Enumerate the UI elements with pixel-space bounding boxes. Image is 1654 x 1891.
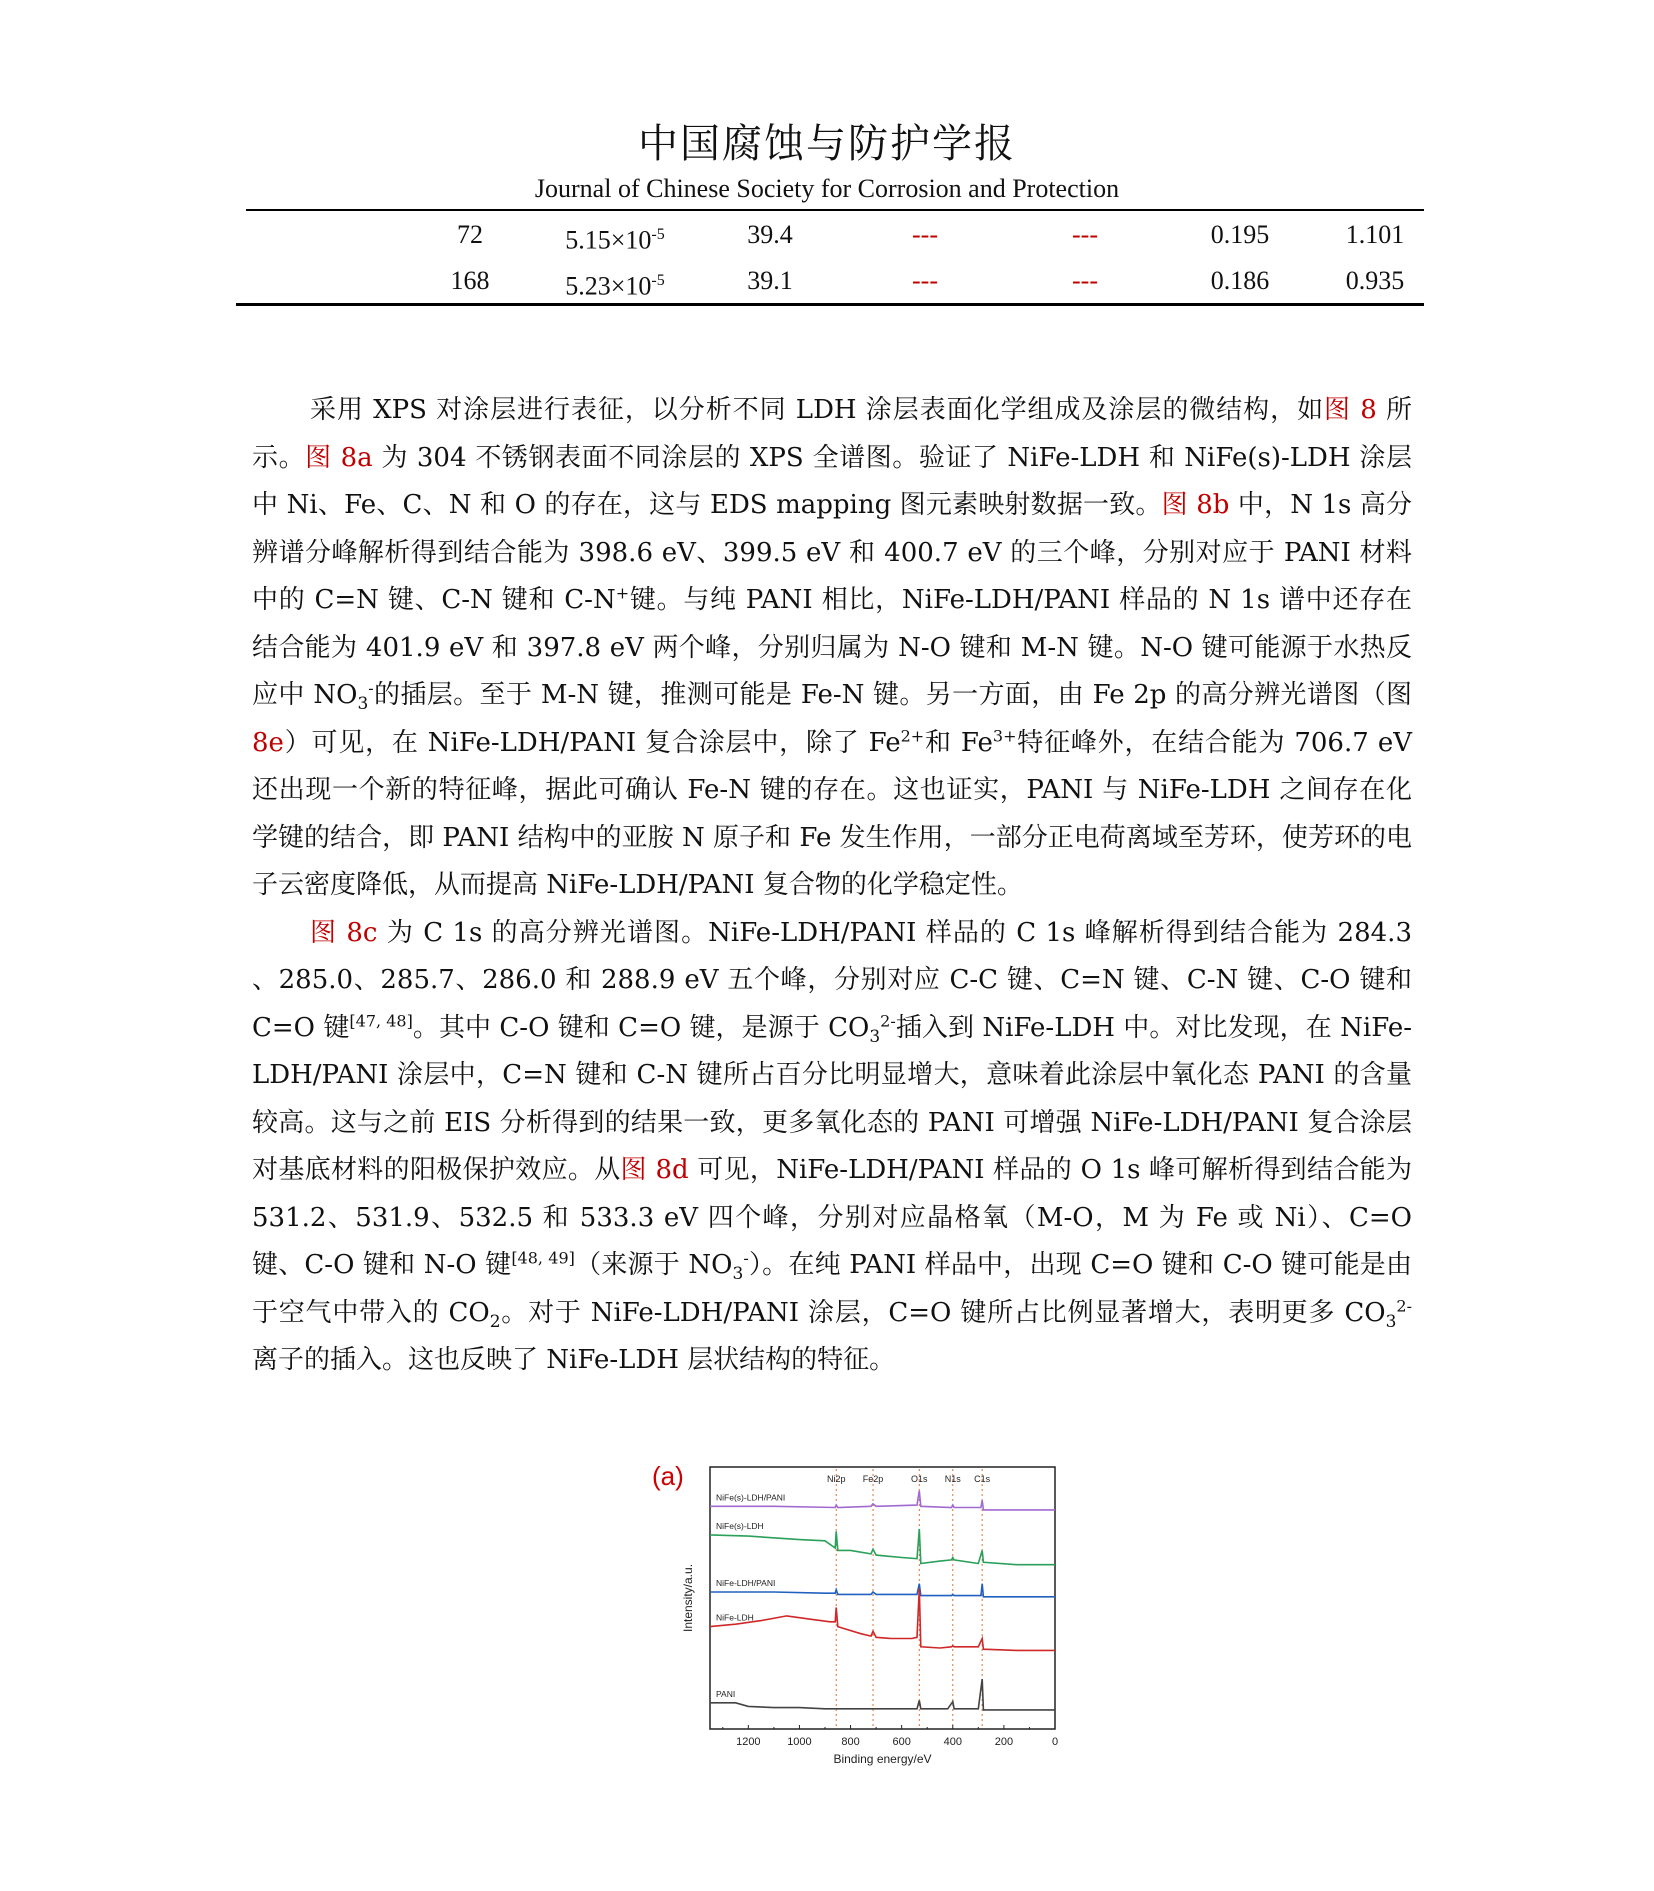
table-row [0,215,1654,255]
x-tick-label: 600 [892,1736,911,1748]
table-cell-c7: 1.101 [1345,220,1405,249]
series-line [710,1529,1055,1565]
x-tick-label: 200 [994,1736,1014,1748]
figure-link[interactable]: 图 8b [1161,490,1230,520]
xps-figure [650,1445,1070,1775]
figure-link[interactable]: 图 8a [305,442,373,473]
journal-header [0,118,1654,206]
table-cell-c5: --- [1072,266,1098,295]
table-cell-c6: 0.195 [1210,220,1270,249]
journal-title-en: Journal of Chinese Society for Corrosion and Protection [534,174,1120,203]
table-cell-time: 72 [457,220,483,249]
table-cell-value: $5.23\times 10^{-5}$ [565,271,665,301]
body-text [252,387,1412,1385]
figure-link[interactable]: 图 8d [620,1155,689,1185]
paragraph-1: 采用 XPS 对涂层进行表征，以分析不同 LDH 涂层表面化学组成及涂层的微结构，如图 8 所示。图 8a 为 304 不锈钢表面不同涂层的 XPS 全谱图。验证了 NiFe-LDH 和 NiFe(s)-LDH 涂层中 Ni、Fe、C、N 和 O 的存在，这与 EDS mapping 图元素映射数据一致。图 8b 中，N 1s 高分辨谱分峰解析得到结合能为 398.6 eV、399.5 eV 和 400.7 eV 的三个峰，分别对应于 PANI 材料中的 C=N 键、C-N 键和 C-N+键。与纯 PANI 相比，NiFe-LDH/PANI 样品的 N 1s 谱中还存在结合能为 401.9 eV 和 397.8 eV 两个峰，分别归属为 N-O 键和 M-N 键。N-O 键可能源于水热反应中 $NO_3^-$的插层。至于 M-N 键，推测可能是 Fe-N 键。另一方面，由 Fe 2p 的高分辨光谱图（图 8e）可见，在 NiFe-LDH/PANI 复合涂层中，除了 $Fe^{2+}$和 $Fe^{3+}$特征峰外，在结合能为 706.7 eV 还出现一个新的特征峰，据此可确认 Fe-N 键的存在。这也证实，PANI 与 NiFe-LDH 之间存在化学键的结合，即 PANI 结构中的亚胺 N 原子和 Fe 发生作用，一部分正电荷离域至芳环，使芳环的电子云密度降低，从而提高 NiFe-LDH/PANI 复合物的化学稳定性。 [252,395,1412,900]
peak-label: O1s [911,1474,928,1484]
table-cell-c3: 39.1 [747,266,793,295]
x-axis-label: Binding energy/eV [833,1752,932,1766]
table-cell-c5: --- [1072,220,1098,249]
table-bottom-rule [236,303,1424,306]
y-axis-label: Intensity/a.u. [681,1563,695,1633]
peak-label: N1s [944,1474,961,1484]
figure-link[interactable]: 图 8c [310,917,378,948]
table-cell-c6: 0.186 [1210,266,1270,295]
peak-label: Ni2p [826,1474,846,1484]
peak-label: C1s [974,1474,991,1484]
xps-survey-chart [650,1445,1070,1775]
figure-link[interactable]: 8e [252,727,284,758]
x-tick-label: 400 [943,1736,962,1748]
series-line [710,1679,1055,1710]
table-cell-time: 168 [450,266,490,295]
series-label: NiFe(s)-LDH [716,1520,764,1531]
x-tick-label: 800 [841,1736,860,1748]
series-line [710,1589,1055,1651]
table-cell-value: $5.15\times 10^{-5}$ [565,225,665,255]
peak-label: Fe2p [862,1474,884,1484]
table-cell-c4: --- [912,266,938,295]
table-cell-c7: 0.935 [1345,266,1405,295]
table-cell-c4: --- [912,220,938,249]
series-label: PANI [716,1688,736,1699]
table-cell-c3: 39.4 [747,220,793,249]
series-label: NiFe(s)-LDH/PANI [716,1492,786,1503]
paragraph-2: 图 8c 为 C 1s 的高分辨光谱图。NiFe-LDH/PANI 样品的 C 1s 峰解析得到结合能为 284.3 、285.0、285.7、286.0 和 288.9 eV 五个峰，分别对应 C-C 键、C=N 键、C-N 键、C-O 键和 C=O 键[47, 48]。其中 C-O 键和 C=O 键，是源于 $CO_3^{2-}$插入到 NiFe-LDH 中。对比发现，在 NiFe-LDH/PANI 涂层中，C=N 键和 C-N 键所占百分比明显增大，意味着此涂层中氧化态 PANI 的含量较高。这与之前 EIS 分析得到的结果一致，更多氧化态的 PANI 可增强 NiFe-LDH/PANI 复合涂层对基底材料的阳极保护效应。从图 8d 可见，NiFe-LDH/PANI 样品的 O 1s 峰可解析得到结合能为 531.2、531.9、532.5 和 533.3 eV 四个峰，分别对应晶格氧（M-O，M 为 Fe 或 Ni）、C=O 键、C-O 键和 N-O 键[48, 49]（来源于 $NO_3^-$）。在纯 PANI 样品中，出现 C=O 键和 C-O 键可能是由于空气中带入的 $CO_2$。对于 NiFe-LDH/PANI 涂层，C=O 键所占比例显著增大，表明更多 $CO_3^{2-}$离子的插入。这也反映了 NiFe-LDH 层状结构的特征。 [252,917,1413,1375]
x-tick-label: 1000 [787,1736,812,1748]
x-tick-label: 1200 [736,1736,761,1748]
series-label: NiFe-LDH/PANI [716,1578,776,1589]
citation: [48, 49] [511,1248,575,1268]
citation: [47, 48] [349,1010,413,1030]
panel-label: (a) [652,1461,684,1491]
figure-link[interactable]: 图 8 [1324,395,1377,425]
x-tick-label: 0 [1051,1736,1059,1748]
series-label: NiFe-LDH [716,1612,754,1623]
table-row [0,261,1654,301]
journal-title-cn: 中国腐蚀与防护学报 [638,121,1016,167]
table-top-rule [246,209,1424,211]
